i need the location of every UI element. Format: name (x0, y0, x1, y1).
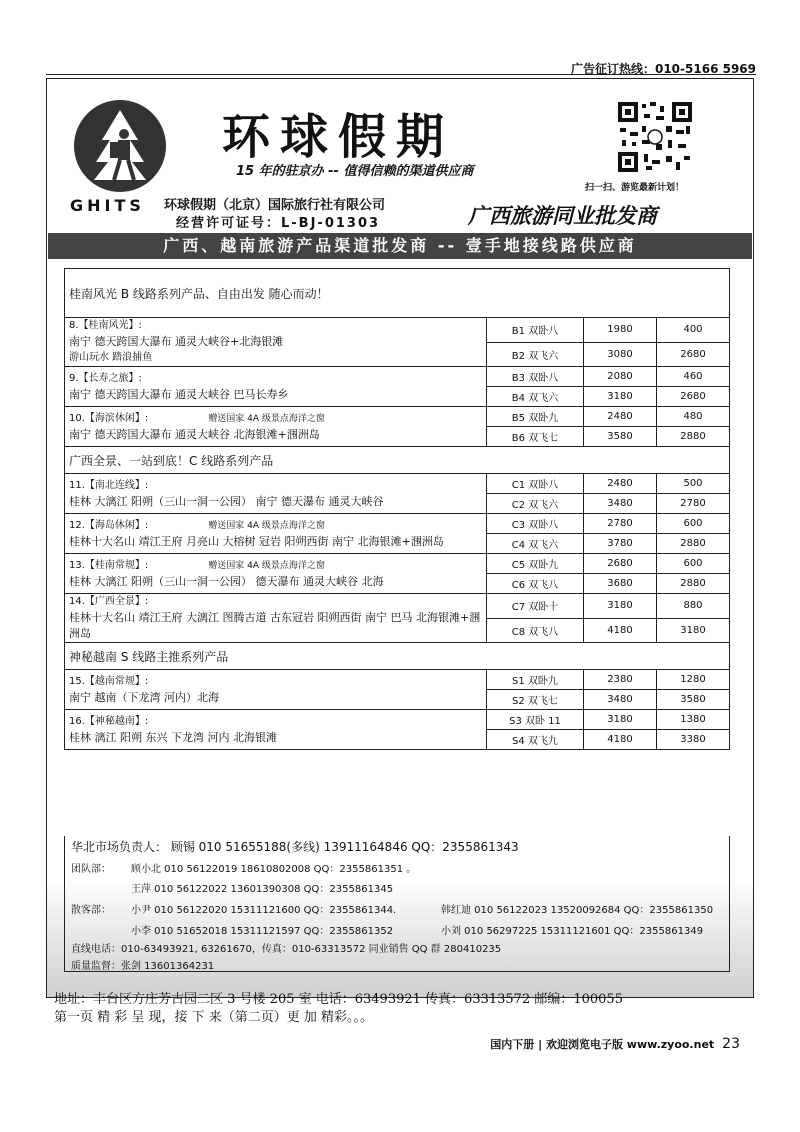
gift-note: 赠送国家 4A 级景点海洋之窗 (208, 560, 325, 571)
adult-price: 4180 (584, 618, 657, 643)
route-title-text: 15.【越南常规】: (69, 675, 149, 687)
child-price: 2680 (657, 387, 730, 407)
route-title (69, 411, 482, 427)
route-description (65, 407, 487, 447)
adult-price: 2680 (584, 554, 657, 574)
package-code: C4 双飞六 (487, 534, 584, 554)
route-title (69, 674, 482, 690)
price-row (65, 670, 730, 690)
child-price: 1280 (657, 670, 730, 690)
adult-price: 3780 (584, 534, 657, 554)
price-row (65, 514, 730, 534)
hiker-logo-icon (74, 100, 166, 192)
team-dept-label: 团队部： (71, 864, 111, 875)
route-stops: 桂林 大漓江 阳朔（三山一洞一公园） 南宁 德天瀑布 通灵大峡谷 (69, 494, 384, 508)
adult-price: 3180 (584, 387, 657, 407)
route-title-text: 12.【海岛休闲】: (69, 519, 149, 531)
route-title (69, 558, 482, 574)
route-price-table-body (65, 269, 730, 750)
route-stops: 桂林十大名山 靖江王府 大漓江 图腾古道 古东冠岩 阳朔西街 南宁 巴马 北海银滩+涠洲岛 (69, 611, 481, 640)
route-stops: 南宁 德天跨国大瀑布 通灵大峡谷+北海银滩 (69, 335, 284, 348)
child-price: 880 (657, 594, 730, 619)
footer-text: 国内下册 | 欢迎浏览电子版 www.zyoo.net (490, 1038, 715, 1051)
package-code: S2 双飞七 (487, 690, 584, 710)
page-footer (490, 1036, 740, 1052)
adult-price: 2080 (584, 367, 657, 387)
child-price: 3180 (657, 618, 730, 643)
qr-code-icon (616, 100, 694, 174)
child-price: 2780 (657, 494, 730, 514)
adult-price: 3480 (584, 690, 657, 710)
company-name: 环球假期（北京）国际旅行社有限公司 (164, 198, 386, 213)
package-code: C6 双飞八 (487, 574, 584, 594)
adult-price: 3480 (584, 494, 657, 514)
section-title: 桂南风光 B 线路系列产品、自由出发 随心而动！ (65, 269, 730, 318)
adult-price: 3680 (584, 574, 657, 594)
child-price: 3380 (657, 730, 730, 750)
child-price: 600 (657, 514, 730, 534)
gift-note: 赠送国家 4A 级景点海洋之窗 (208, 520, 325, 531)
route-title (69, 318, 482, 334)
scan-caption: 扫一扫、游览最新计划！ (585, 183, 685, 193)
package-code: B4 双飞六 (487, 387, 584, 407)
price-row (65, 554, 730, 574)
ghits-logo-text: GHITS (70, 196, 145, 215)
route-description (65, 367, 487, 407)
route-highlight: 游山玩水 踏浪捕鱼 (69, 352, 153, 363)
retail-contact-2b: 小刘 010 56297225 15311121601 QQ：2355861349 (441, 926, 704, 937)
adult-price: 2480 (584, 474, 657, 494)
route-title (69, 518, 482, 534)
route-description (65, 474, 487, 514)
route-stops: 桂林十大名山 靖江王府 月亮山 大榕树 冠岩 阳朔西街 南宁 北海银滩+涠洲岛 (69, 534, 444, 548)
quality-supervision: 质量监督：张剑 13601364231 (71, 961, 215, 972)
adult-price: 2780 (584, 514, 657, 534)
gift-note: 赠送国家 4A 级景点海洋之窗 (208, 413, 325, 424)
route-title-text: 10.【海滨休闲】: (69, 412, 149, 424)
child-price: 2680 (657, 342, 730, 367)
route-stops: 南宁 越南（下龙湾 河内）北海 (69, 690, 219, 704)
package-code: B5 双卧九 (487, 407, 584, 427)
page-number: 23 (722, 1036, 740, 1052)
ad-hotline: 广告征订热线：010-5166 5969 (570, 62, 756, 76)
slogan: 15 年的驻京办 -- 值得信赖的渠道供应商 (236, 164, 474, 179)
banner: 广西、越南旅游产品渠道批发商 -- 壹手地接线路供应商 (48, 233, 752, 259)
child-price: 3580 (657, 690, 730, 710)
child-price: 2880 (657, 574, 730, 594)
retail-contact-2a: 小李 010 51652018 15311121597 QQ：2355861352 (131, 926, 394, 937)
package-code: C8 双飞八 (487, 618, 584, 643)
child-price: 500 (657, 474, 730, 494)
section-header-row (65, 447, 730, 474)
adult-price: 2380 (584, 670, 657, 690)
section-header-row (65, 643, 730, 670)
package-code: C1 双卧八 (487, 474, 584, 494)
package-code: S3 双卧 11 (487, 710, 584, 730)
price-row (65, 474, 730, 494)
route-title-text: 8.【桂南风光】: (69, 320, 142, 331)
package-code: B6 双飞七 (487, 427, 584, 447)
package-code: C7 双卧十 (487, 594, 584, 619)
route-description (65, 710, 487, 750)
team-contact-2: 王萍 010 56122022 13601390308 QQ：2355861345 (131, 884, 394, 895)
child-price: 480 (657, 407, 730, 427)
child-price: 1380 (657, 710, 730, 730)
price-row (65, 594, 730, 619)
route-title (69, 478, 482, 494)
package-code: B2 双飞六 (487, 342, 584, 367)
route-stops: 南宁 德天跨国大瀑布 通灵大峡谷 北海银滩+涠洲岛 (69, 427, 320, 441)
route-title-text: 16.【神秘越南】: (69, 715, 149, 727)
route-title-text: 14.【广西全景】: (69, 596, 149, 607)
address-line: 地址：丰台区方庄芳古园二区 3 号楼 205 室 电话：63493921 传真：63313572 邮编：100055 (54, 992, 623, 1007)
package-code: C3 双卧八 (487, 514, 584, 534)
package-code: S1 双卧九 (487, 670, 584, 690)
route-stops: 南宁 德天跨国大瀑布 通灵大峡谷 巴马长寿乡 (69, 387, 289, 401)
route-title (69, 714, 482, 730)
child-price: 460 (657, 367, 730, 387)
price-row (65, 710, 730, 730)
adult-price: 3080 (584, 342, 657, 367)
route-title-text: 11.【南北连线】: (69, 479, 149, 491)
section-title: 广西全景、一站到底！C 线路系列产品 (65, 447, 730, 474)
route-price-table (64, 268, 730, 750)
price-row (65, 318, 730, 343)
child-price: 2880 (657, 427, 730, 447)
price-row (65, 367, 730, 387)
adult-price: 4180 (584, 730, 657, 750)
route-description (65, 514, 487, 554)
license-number: 经营许可证号：L-BJ-01303 (176, 216, 381, 231)
team-contact-1: 顾小北 010 56122019 18610802008 QQ：2355861351 。 (131, 864, 417, 875)
top-rule (46, 74, 756, 75)
adult-price: 3180 (584, 710, 657, 730)
child-price: 2880 (657, 534, 730, 554)
brand-name: 环球假期 (222, 109, 455, 165)
retail-contact-1b: 韩红迪 010 56122023 13520092684 QQ：2355861350 (441, 905, 714, 916)
package-code: B1 双卧八 (487, 318, 584, 343)
guangxi-wholesaler-title: 广西旅游同业批发商 (468, 204, 657, 228)
route-title (69, 594, 482, 610)
adult-price: 3180 (584, 594, 657, 619)
route-stops: 桂林 漓江 阳朔 东兴 下龙湾 河内 北海银滩 (69, 730, 277, 744)
price-row (65, 407, 730, 427)
route-description (65, 554, 487, 594)
retail-contact-1a: 小尹 010 56122020 15311121600 QQ：2355861344. (131, 905, 397, 916)
child-price: 600 (657, 554, 730, 574)
route-description (65, 670, 487, 710)
retail-dept-label: 散客部： (71, 905, 111, 916)
route-title-text: 9.【长寿之旅】: (69, 372, 142, 384)
route-title (69, 371, 482, 387)
child-price: 400 (657, 318, 730, 343)
route-description (65, 594, 487, 643)
adult-price: 1980 (584, 318, 657, 343)
route-description (65, 318, 487, 367)
route-title-text: 13.【桂南常规】: (69, 559, 149, 571)
package-code: C5 双卧九 (487, 554, 584, 574)
direct-line: 直线电话：010-63493921, 63261670，传真：010-63313572 同业销售 QQ 群 280410235 (71, 944, 502, 955)
section-title: 神秘越南 S 线路主推系列产品 (65, 643, 730, 670)
package-code: B3 双卧八 (487, 367, 584, 387)
section-header-row (65, 269, 730, 318)
contact-panel (64, 836, 730, 972)
adult-price: 2480 (584, 407, 657, 427)
next-page-note: 第一页 精 彩 呈 现，接 下 来（第二页）更 加 精彩。。。 (54, 1010, 374, 1025)
route-stops: 桂林 大漓江 阳朔（三山一洞一公园） 德天瀑布 通灵大峡谷 北海 (69, 574, 384, 588)
package-code: S4 双飞九 (487, 730, 584, 750)
north-china-manager: 华北市场负责人： 顾锡 010 51655188(多线) 13911164846 QQ：2355861343 (71, 840, 519, 854)
package-code: C2 双飞六 (487, 494, 584, 514)
adult-price: 3580 (584, 427, 657, 447)
